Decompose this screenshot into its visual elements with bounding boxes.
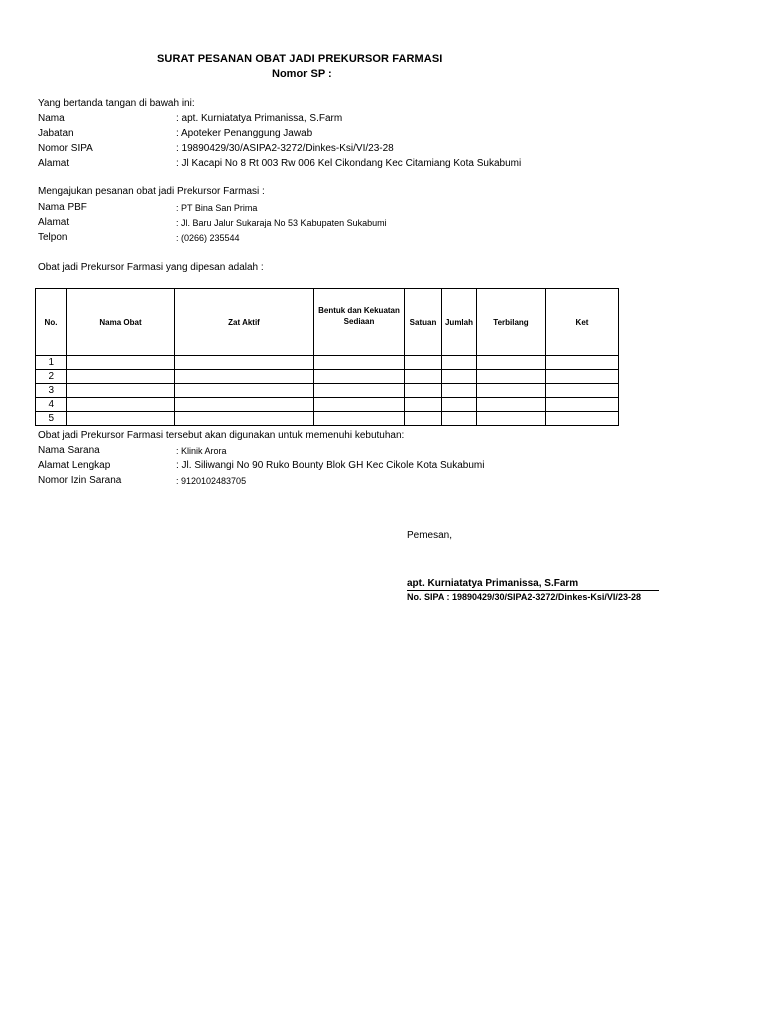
signer-name-value: : apt. Kurniatatya Primanissa, S.Farm <box>176 113 343 124</box>
table-cell <box>405 384 442 398</box>
table-cell <box>67 384 175 398</box>
pbf-address-value: : Jl. Baru Jalur Sukaraja No 53 Kabupaten Sukabumi <box>176 218 387 228</box>
table-cell <box>405 398 442 412</box>
facility-name-value: : Klinik Arora <box>176 446 227 456</box>
table-cell <box>546 370 619 384</box>
table-cell <box>314 412 405 426</box>
signature-name: apt. Kurniatatya Primanissa, S.Farm <box>407 578 659 591</box>
pbf-phone-label: Telpon <box>38 232 68 243</box>
table-cell <box>175 384 314 398</box>
signer-address-value: : Jl Kacapi No 8 Rt 003 Rw 006 Kel Cikondang Kec Citamiang Kota Sukabumi <box>176 158 522 169</box>
signer-name-label: Nama <box>38 113 65 124</box>
row-number: 4 <box>36 398 67 412</box>
table-cell <box>546 356 619 370</box>
table-header-row <box>36 289 619 356</box>
table-cell <box>405 412 442 426</box>
table-cell <box>442 370 477 384</box>
sp-number: Nomor SP : <box>272 68 332 80</box>
row-number: 3 <box>36 384 67 398</box>
signer-sipa-label: Nomor SIPA <box>38 143 93 154</box>
pbf-name-value: : PT Bina San Prima <box>176 203 258 213</box>
facility-license-value: : 9120102483705 <box>176 476 247 486</box>
column-header-quantity: Jumlah <box>442 289 477 356</box>
column-header-unit: Satuan <box>405 289 442 356</box>
table-cell <box>67 356 175 370</box>
order-intro: Obat jadi Prekursor Farmasi yang dipesan adalah : <box>38 262 264 273</box>
table-cell <box>67 398 175 412</box>
table-cell <box>314 356 405 370</box>
column-header-notes: Ket <box>546 289 619 356</box>
table-cell <box>175 356 314 370</box>
table-row <box>36 412 619 426</box>
column-header-in-words: Terbilang <box>477 289 546 356</box>
facility-address-value: : Jl. Siliwangi No 90 Ruko Bounty Blok GH Kec Cikole Kota Sukabumi <box>176 460 485 471</box>
column-header-drug-name: Nama Obat <box>67 289 175 356</box>
table-cell <box>175 398 314 412</box>
table-cell <box>314 398 405 412</box>
table-cell <box>175 370 314 384</box>
row-number: 5 <box>36 412 67 426</box>
table-cell <box>405 370 442 384</box>
signer-intro: Yang bertanda tangan di bawah ini: <box>38 98 195 109</box>
facility-address-label: Alamat Lengkap <box>38 460 111 471</box>
column-header-dosage-form: Bentuk dan Kekuatan Sediaan <box>314 289 405 356</box>
document-title: SURAT PESANAN OBAT JADI PREKURSOR FARMASI <box>157 53 443 65</box>
table-cell <box>477 384 546 398</box>
table-cell <box>67 412 175 426</box>
signer-position-label: Jabatan <box>38 128 74 139</box>
signature-sipa: No. SIPA : 19890429/30/SIPA2-3272/Dinkes-Ksi/VI/23-28 <box>407 592 641 602</box>
facility-intro: Obat jadi Prekursor Farmasi tersebut akan digunakan untuk memenuhi kebutuhan: <box>38 430 405 441</box>
table-cell <box>442 412 477 426</box>
order-table <box>35 288 619 426</box>
table-row <box>36 370 619 384</box>
table-cell <box>405 356 442 370</box>
signer-sipa-value: : 19890429/30/ASIPA2-3272/Dinkes-Ksi/VI/23-28 <box>176 143 394 154</box>
column-header-active-substance: Zat Aktif <box>175 289 314 356</box>
closing-text: Pemesan, <box>407 530 453 541</box>
table-row <box>36 398 619 412</box>
table-cell <box>477 412 546 426</box>
table-cell <box>175 412 314 426</box>
signer-position-value: : Apoteker Penanggung Jawab <box>176 128 313 139</box>
supplier-intro: Mengajukan pesanan obat jadi Prekursor Farmasi : <box>38 186 265 197</box>
table-cell <box>442 356 477 370</box>
table-cell <box>314 384 405 398</box>
table-row <box>36 384 619 398</box>
table-cell <box>442 398 477 412</box>
pbf-name-label: Nama PBF <box>38 202 87 213</box>
table-cell <box>477 356 546 370</box>
facility-license-label: Nomor Izin Sarana <box>38 475 122 486</box>
pbf-address-label: Alamat <box>38 217 70 228</box>
table-cell <box>477 370 546 384</box>
table-cell <box>442 384 477 398</box>
pbf-phone-value: : (0266) 235544 <box>176 233 240 243</box>
signer-address-label: Alamat <box>38 158 70 169</box>
row-number: 2 <box>36 370 67 384</box>
table-cell <box>67 370 175 384</box>
table-cell <box>546 412 619 426</box>
column-header-no: No. <box>36 289 67 356</box>
table-cell <box>314 370 405 384</box>
row-number: 1 <box>36 356 67 370</box>
table-cell <box>477 398 546 412</box>
table-cell <box>546 384 619 398</box>
facility-name-label: Nama Sarana <box>38 445 100 456</box>
table-cell <box>546 398 619 412</box>
table-row <box>36 356 619 370</box>
